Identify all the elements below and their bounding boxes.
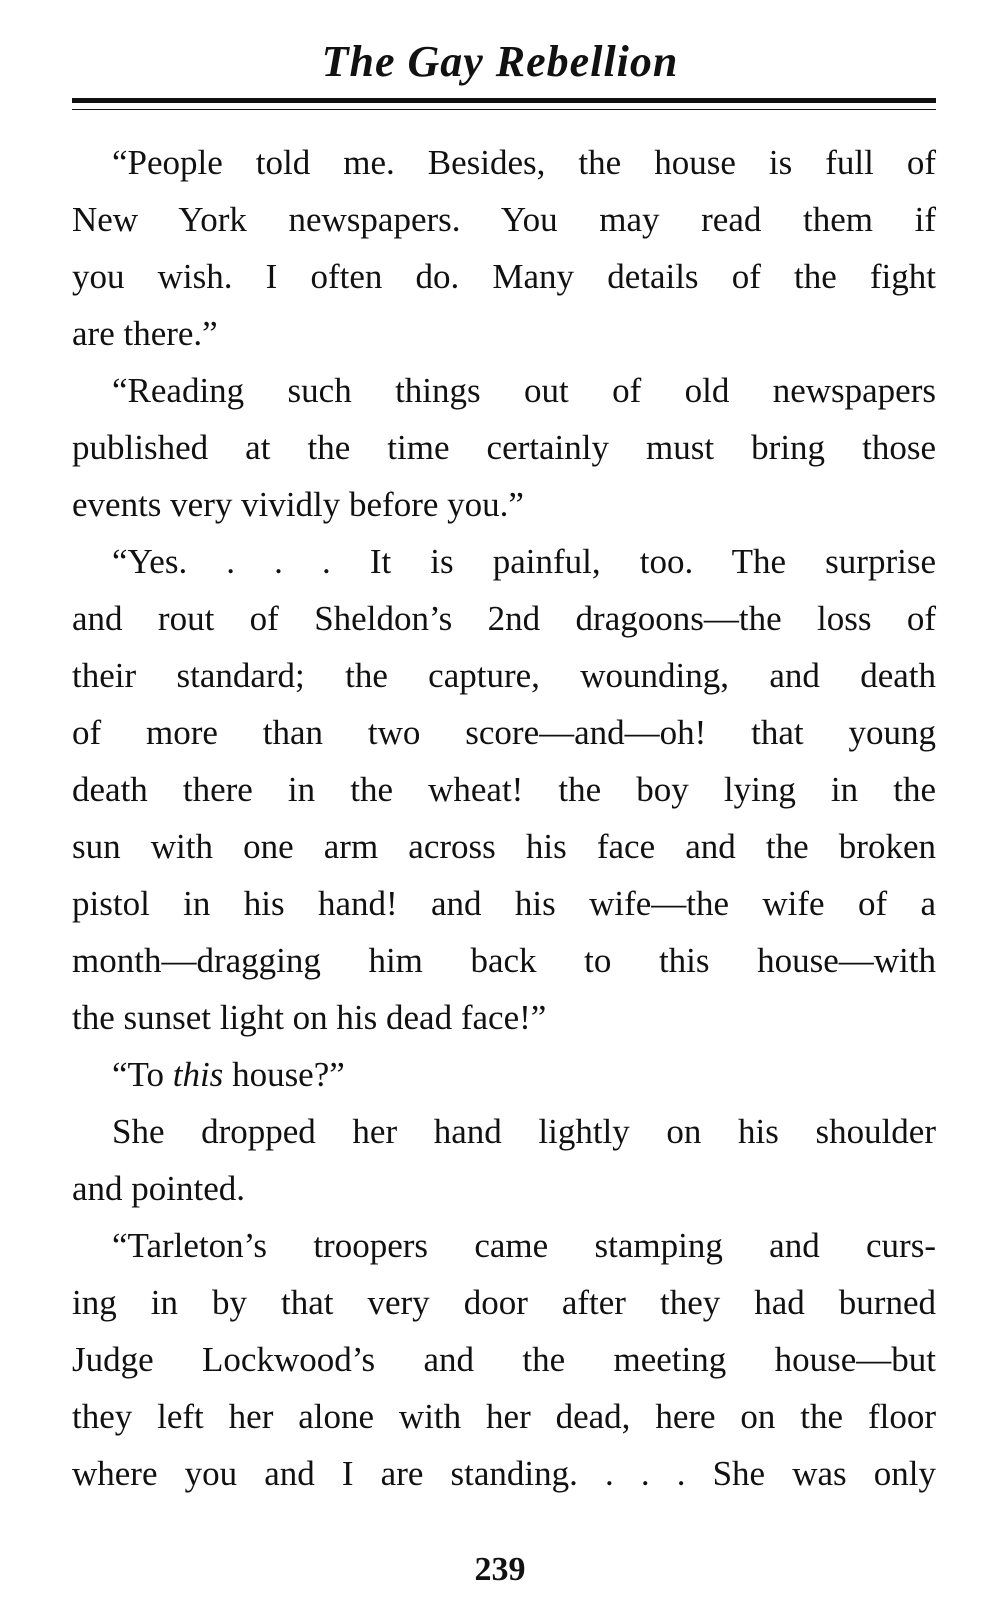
text-line: of more than two score—and—oh! that young [72,713,936,752]
text-line: the sunset light on his dead face!” [72,998,547,1037]
text-line-part: house?” [223,1055,345,1094]
header-rule-thick [72,98,936,103]
text-line: pistol in his hand! and his wife—the wife of a [72,884,936,923]
text-line: and rout of Sheldon’s 2nd dragoons—the loss of [72,599,936,638]
text-line: they left her alone with her dead, here on the floor [72,1397,936,1436]
text-line: “Tarleton’s troopers came stamping and curs- [112,1226,936,1265]
text-line: month—dragging him back to this house—with [72,941,936,980]
text-line: their standard; the capture, wounding, and death [72,656,936,695]
body-text [72,134,936,1502]
page-number: 239 [474,1551,526,1588]
text-line-part: this [172,1055,224,1094]
text-line: sun with one arm across his face and the broken [72,827,936,866]
running-head: The Gay Rebellion [321,37,679,86]
text-line: death there in the wheat! the boy lying in the [72,770,936,809]
text-line: ing in by that very door after they had burned [72,1283,936,1322]
text-line: you wish. I often do. Many details of the fight [72,257,936,296]
text-line: “People told me. Besides, the house is full of [112,143,936,182]
text-line: published at the time certainly must bring those [72,428,936,467]
text-line: where you and I are standing. . . . She was only [72,1454,936,1493]
text-line: She dropped her hand lightly on his shoulder [112,1112,936,1151]
text-line: Judge Lockwood’s and the meeting house—but [72,1340,936,1379]
text-line-part: “To [112,1055,173,1094]
header-rule-thin [72,109,936,110]
text-line: New York newspapers. You may read them if [72,200,936,239]
text-line: events very vividly before you.” [72,485,524,524]
text-line: and pointed. [72,1169,246,1208]
text-line [72,1046,936,1103]
text-line: are there.” [72,314,218,353]
text-line: “Reading such things out of old newspapers [112,371,936,410]
text-line: “Yes. . . . It is painful, too. The surprise [112,542,936,581]
